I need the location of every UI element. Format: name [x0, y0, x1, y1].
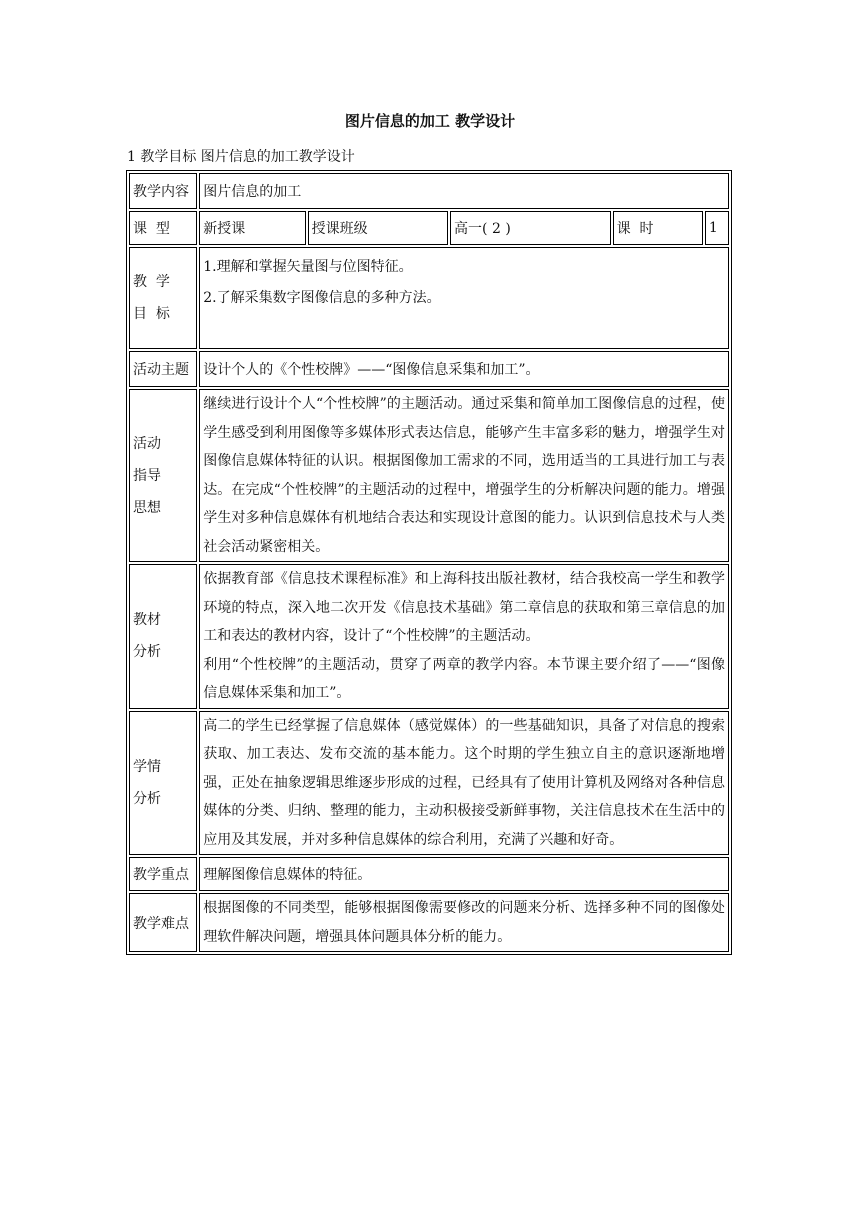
value-theme: 设计个人的《个性校牌》——“图像信息采集和加工”。 [199, 351, 729, 387]
row-type [129, 211, 729, 245]
row-difficulty [129, 893, 729, 952]
document-title: 图片信息的加工 教学设计 [344, 112, 516, 130]
value-class: 高一( 2 ) [450, 211, 611, 245]
row-theme [129, 351, 729, 387]
lesson-plan-table [126, 170, 732, 955]
label-key: 教学重点 [129, 857, 197, 891]
label-students: 学情 分析 [129, 711, 197, 856]
row-material [129, 564, 729, 709]
row-guide [129, 389, 729, 562]
label-type: 课 型 [129, 211, 197, 245]
value-goals [199, 247, 729, 349]
label-material: 教材 分析 [129, 564, 197, 709]
value-content: 图片信息的加工 [199, 173, 729, 209]
value-students: 高二的学生已经掌握了信息媒体（感觉媒体）的一些基础知识，具备了对信息的搜索获取、加工表达、发布交流的基本能力。这个时期的学生独立自主的意识逐渐地增强，正处在抽象逻辑思维逐步形成的过程，已经具有了使用计算机及网络对各种信息媒体的分类、归纳、整理的能力，主动积极接受新鲜事物，关注信息技术在生活中的应用及其发展，并对多种信息媒体的综合利用，充满了兴趣和好奇。 [199, 711, 729, 856]
value-key: 理解图像信息媒体的特征。 [199, 857, 729, 891]
label-goals: 教 学 目 标 [129, 247, 197, 349]
value-material: 依据教育部《信息技术课程标准》和上海科技出版社教材，结合我校高一学生和教学环境的特点，深入地二次开发《信息技术基础》第二章信息的获取和第三章信息的加工和表达的教材内容，设计了“个性校牌”的主题活动。 利用“个性校牌”的主题活动，贯穿了两章的教学内容。本节课主要介绍了——“图像信息媒体采集和加工”。 [199, 564, 729, 709]
document-subtitle: 1 教学目标 图片信息的加工教学设计 [127, 149, 355, 165]
row-key [129, 857, 729, 891]
goal-item: 2.了解采集数字图像信息的多种方法。 [203, 290, 441, 306]
row-students [129, 711, 729, 856]
label-content: 教学内容 [129, 173, 197, 209]
label-theme: 活动主题 [129, 351, 197, 387]
row-goals [129, 247, 729, 349]
label-class: 授课班级 [308, 211, 448, 245]
value-hours: 1 [705, 211, 729, 245]
label-hours: 课 时 [613, 211, 703, 245]
value-guide: 继续进行设计个人“个性校牌”的主题活动。通过采集和简单加工图像信息的过程，使学生感受到利用图像等多媒体形式表达信息，能够产生丰富多彩的魅力，增强学生对图像信息媒体特征的认识。根据图像加工需求的不同，选用适当的工具进行加工与表达。在完成“个性校牌”的主题活动的过程中，增强学生的分析解决问题的能力。增强学生对多种信息媒体有机地结合表达和实现设计意图的能力。认识到信息技术与人类社会活动紧密相关。 [199, 389, 729, 562]
label-difficulty: 教学难点 [129, 893, 197, 952]
row-content [129, 173, 729, 209]
value-difficulty: 根据图像的不同类型，能够根据图像需要修改的问题来分析、选择多种不同的图像处理软件解决问题，增强具体问题具体分析的能力。 [199, 893, 729, 952]
value-type: 新授课 [199, 211, 305, 245]
goal-item: 1.理解和掌握矢量图与位图特征。 [203, 259, 413, 275]
label-guide: 活动 指导 思想 [129, 389, 197, 562]
